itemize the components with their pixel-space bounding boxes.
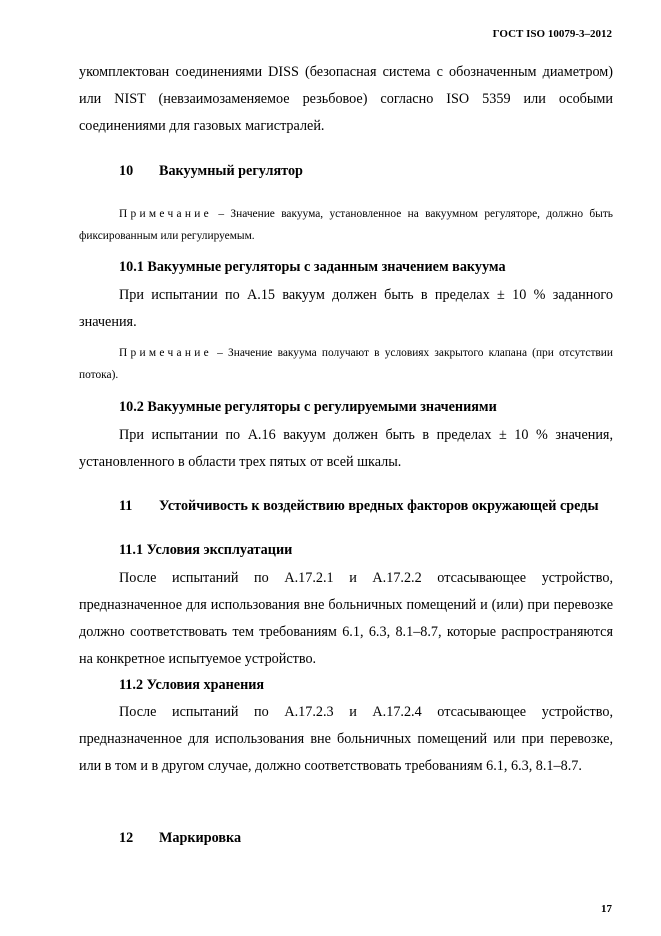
section-title: Маркировка <box>159 830 242 846</box>
section-title: Вакуумный регулятор <box>159 163 303 179</box>
section-11-1-paragraph: После испытаний по А.17.2.1 и А.17.2.2 отсасывающее устройство, предназначенное для использования вне больничных помещений и (или) при перевозке должно соответствовать тем требованиям 6.1, 6.3, 8.1–8.7, которые распространяются на конкретное испытуемое устройство. <box>79 570 613 667</box>
note-text: – Значение вакуума, установленное на вакуумном регуляторе, должно быть фиксированным или регулируемым. <box>79 208 613 242</box>
section-number: 12 <box>119 830 134 846</box>
section-10-1-paragraph: При испытании по А.15 вакуум должен быть в пределах ± 10 % заданного значения. <box>79 287 613 330</box>
section-title: Устойчивость к воздействию вредных факторов окружающей среды <box>159 498 599 514</box>
section-10-1-heading: 10.1 Вакуумные регуляторы с заданным значением вакуума <box>119 259 506 275</box>
section-10-note <box>79 203 613 247</box>
section-11-1-heading: 11.1 Условия эксплуатации <box>119 542 293 558</box>
note-label: Примечание <box>119 347 213 359</box>
section-10-1-note <box>79 342 613 386</box>
intro-paragraph: укомплектован соединениями DISS (безопасная система с обозначенным диаметром) или NIST (невзаимозаменяемое резьбовое) согласно ISO 5359 или особыми соединениями для газовых магистралей. <box>79 64 613 134</box>
note-text: – Значение вакуума получают в условиях закрытого клапана (при отсутствии потока). <box>79 347 613 381</box>
section-10-2-paragraph: При испытании по А.16 вакуум должен быть в пределах ± 10 % значения, установленного в области трех пятых от всей шкалы. <box>79 427 613 470</box>
section-11-2-paragraph: После испытаний по А.17.2.3 и А.17.2.4 отсасывающее устройство, предназначенное для использования вне больничных помещений или при перевозке, или в том и в другом случае, должно соответствовать требованиям 6.1, 6.3, 8.1–8.7. <box>79 704 613 774</box>
section-11-2-heading: 11.2 Условия хранения <box>119 677 265 693</box>
note-label: Примечание <box>119 208 213 220</box>
section-number: 10 <box>119 163 134 179</box>
document-id-header: ГОСТ ISO 10079-3–2012 <box>492 28 612 40</box>
page-number: 17 <box>601 903 612 915</box>
section-number: 11 <box>119 498 133 514</box>
section-10-2-heading: 10.2 Вакуумные регуляторы с регулируемыми значениями <box>119 399 497 415</box>
